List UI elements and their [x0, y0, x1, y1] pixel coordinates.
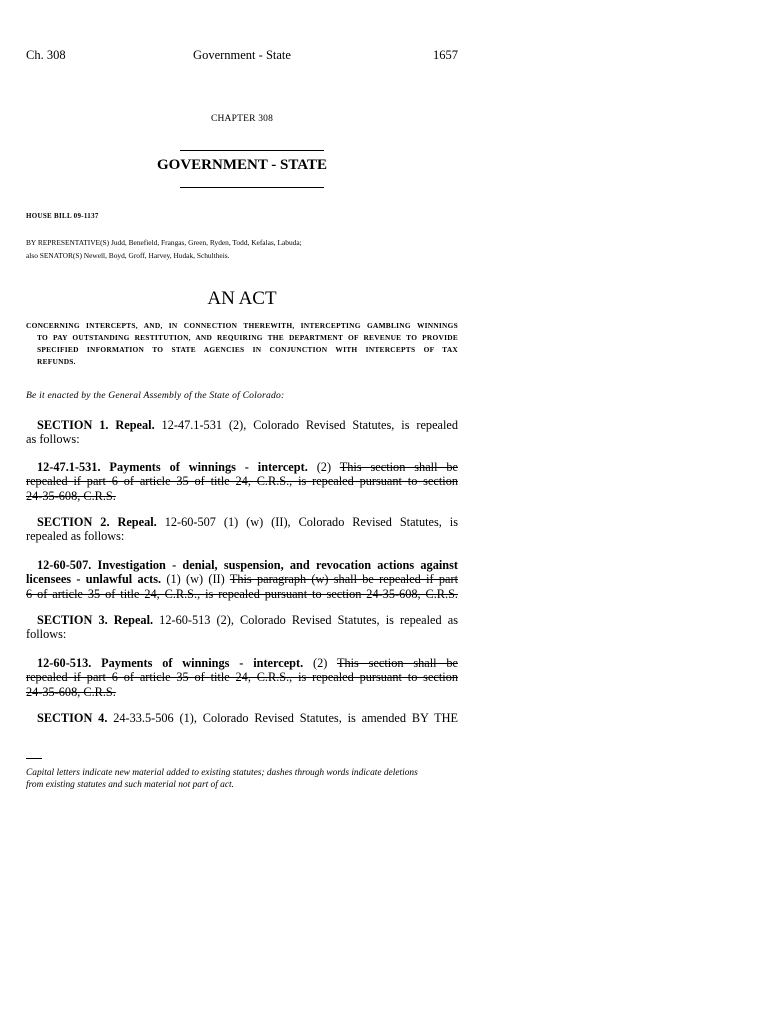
chapter-reference: Ch. 308 [26, 48, 66, 62]
concerning-line: SPECIFIED INFORMATION TO STATE AGENCIES IN CONJUNCTION WITH INTERCEPTS OF TAX [37, 345, 458, 354]
section-2 [26, 515, 458, 544]
section-1-text-cont: as follows: [26, 432, 80, 447]
subject-heading: GOVERNMENT - STATE [156, 157, 328, 173]
statute-subsection: (2) [316, 460, 332, 474]
statute-heading: 12-60-513. Payments of winnings - intercept. [37, 656, 304, 670]
footnote-rule [26, 758, 42, 759]
section-1-statute [26, 460, 458, 503]
section-3-text-cont: follows: [26, 627, 67, 642]
section-3-heading: SECTION 3. Repeal. [37, 613, 154, 627]
sponsors [26, 236, 458, 262]
section-3 [26, 613, 458, 642]
act-concerning-clause [26, 320, 458, 368]
section-1-heading: SECTION 1. Repeal. [37, 418, 155, 432]
section-4-text: 24-33.5-506 (1), Colorado Revised Statutes, is amended BY THE [113, 711, 458, 725]
act-title: AN ACT [207, 288, 277, 309]
section-2-statute [26, 558, 458, 601]
deleted-text: This section shall be [336, 656, 458, 670]
section-2-text: 12-60-507 (1) (w) (II), Colorado Revised Statutes, is [164, 515, 458, 529]
concerning-line: REFUNDS. [37, 357, 76, 366]
statute-subsection: (2) [313, 656, 328, 670]
section-title: Government - State [193, 48, 291, 62]
statute-heading-cont: licensees - unlawful acts. [26, 572, 162, 587]
deleted-text: This section shall be [339, 460, 458, 474]
section-4-heading: SECTION 4. [37, 711, 108, 725]
deleted-text: repealed if part 6 of article 35 of title 24, C.R.S., is repealed pursuant to section [26, 670, 458, 685]
divider-top [180, 150, 324, 151]
deleted-text: 6 of article 35 of title 24, C.R.S., is repealed pursuant to section 24-35-608, C.R.S. [26, 586, 458, 601]
statute-subsection: (1) (w) (II) [166, 572, 225, 587]
sponsors-representatives: BY REPRESENTATIVE(S) Judd, Benefield, Frangas, Green, Ryden, Todd, Kefalas, Labuda; [26, 238, 302, 247]
concerning-line: CONCERNING INTERCEPTS, AND, IN CONNECTION THEREWITH, INTERCEPTING GAMBLING WINNINGS [26, 321, 458, 330]
deleted-text: 24-35-608, C.R.S. [26, 488, 116, 503]
section-3-text: 12-60-513 (2), Colorado Revised Statutes, is repealed as [159, 613, 458, 627]
concerning-line: TO PAY OUTSTANDING RESTITUTION, AND REQUIRING THE DEPARTMENT OF REVENUE TO PROVIDE [37, 333, 458, 342]
deleted-text: 24-35-608, C.R.S. [26, 684, 116, 699]
enacting-clause: Be it enacted by the General Assembly of the State of Colorado: [26, 390, 285, 401]
section-2-text-cont: repealed as follows: [26, 529, 125, 544]
section-3-statute [26, 656, 458, 699]
section-2-heading: SECTION 2. Repeal. [37, 515, 157, 529]
footnote-line: from existing statutes and such material not part of act. [26, 780, 234, 791]
deleted-text: This paragraph (w) shall be repealed if part [229, 572, 458, 587]
bill-number: HOUSE BILL 09-1137 [26, 212, 99, 220]
statute-heading: 12-47.1-531. Payments of winnings - intercept. [37, 460, 308, 474]
divider-bottom [180, 187, 324, 188]
footnote [26, 767, 458, 792]
chapter-heading: CHAPTER 308 [210, 114, 274, 124]
section-1 [26, 418, 458, 447]
footnote-line: Capital letters indicate new material added to existing statutes; dashes through words indicate deletions [26, 768, 418, 778]
page-number: 1657 [433, 48, 458, 62]
running-header [26, 48, 458, 64]
section-1-text: 12-47.1-531 (2), Colorado Revised Statutes, is repealed [161, 418, 458, 432]
statute-heading: 12-60-507. Investigation - denial, suspension, and revocation actions against [37, 558, 458, 572]
section-4 [26, 711, 458, 725]
deleted-text: repealed if part 6 of article 35 of title 24, C.R.S., is repealed pursuant to section [26, 474, 458, 489]
sponsors-senators: also SENATOR(S) Newell, Boyd, Groff, Harvey, Hudak, Schultheis. [26, 251, 230, 260]
